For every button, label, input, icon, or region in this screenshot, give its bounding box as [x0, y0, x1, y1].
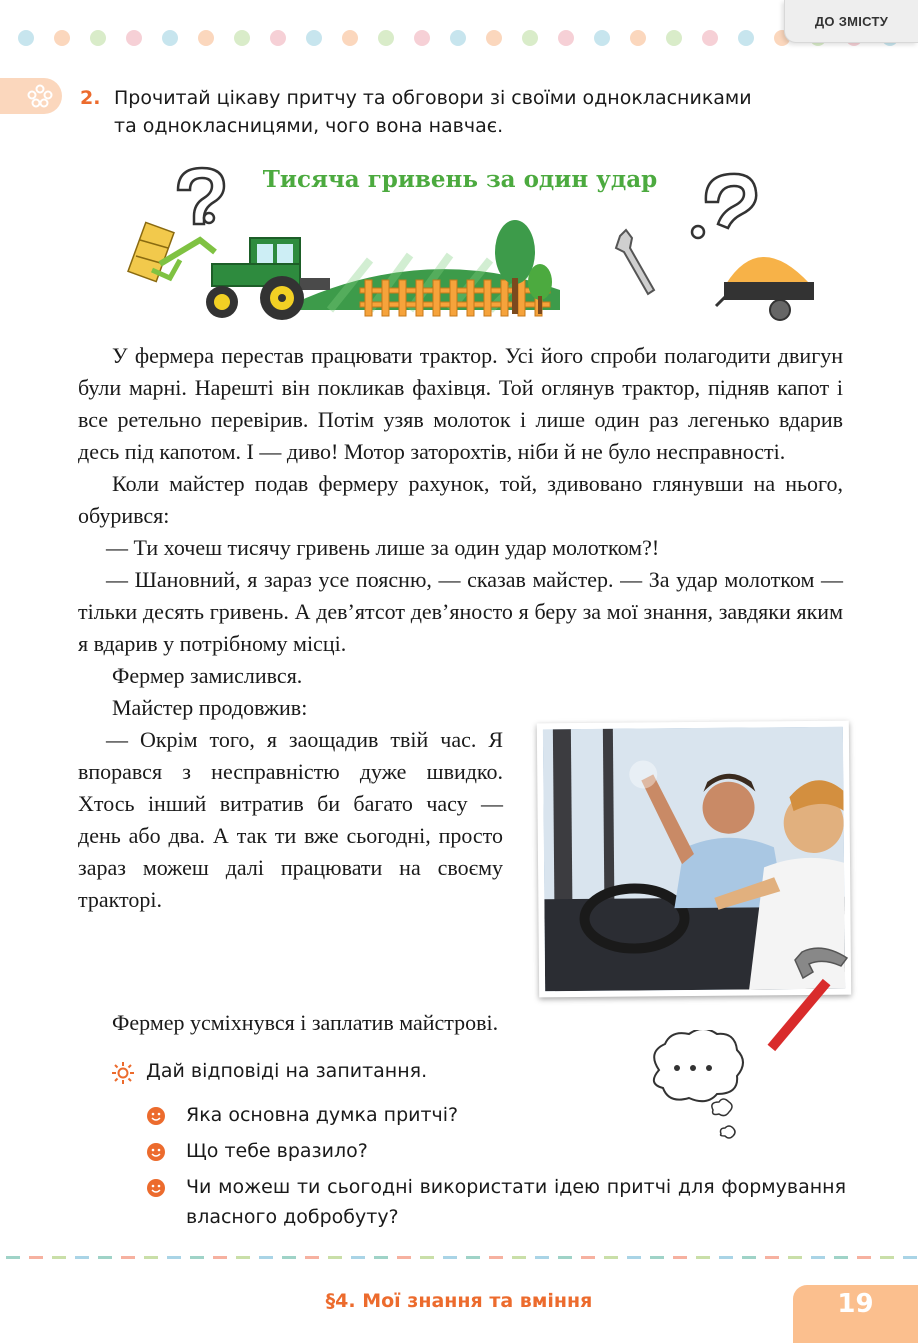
- footer-dash: [581, 1256, 595, 1259]
- question-item: [146, 1100, 846, 1130]
- questions-heading: [112, 1060, 427, 1082]
- footer-dash: [190, 1256, 204, 1259]
- footer-dash: [282, 1256, 296, 1259]
- footer-dash: [489, 1256, 503, 1259]
- question-text: Чи можеш ти сьогодні використати ідею притчі для формування власного добробуту?: [186, 1176, 846, 1228]
- footer-dash: [328, 1256, 342, 1259]
- footer-dash: [98, 1256, 112, 1259]
- footer-dash: [742, 1256, 756, 1259]
- footer-dash: [811, 1256, 825, 1259]
- decorative-dot: [54, 30, 70, 46]
- story-paragraph: Фермер замислився.: [112, 663, 303, 688]
- question-item: [146, 1172, 846, 1232]
- decorative-dot: [378, 30, 394, 46]
- footer-dash: [604, 1256, 618, 1259]
- footer-dash: [351, 1256, 365, 1259]
- section-title: §4. Мої знання та вміння: [325, 1290, 593, 1312]
- decorative-dot: [702, 30, 718, 46]
- footer-dash: [696, 1256, 710, 1259]
- footer-dash: [420, 1256, 434, 1259]
- story-paragraph: Коли майстер подав фермеру рахунок, той, здивовано глянувши на нього, обурився:: [78, 471, 843, 528]
- footer-dash: [374, 1256, 388, 1259]
- table-of-contents-button[interactable]: ДО ЗМІСТУ: [784, 0, 918, 43]
- decorative-dot: [414, 30, 430, 46]
- story-paragraph: — Окрім того, я заощадив твій час. Я впорався з несправністю дуже швидко. Хтось інший витратив би багато часу — день або два. А так ти вже сьогодні, просто зараз можеш далі працювати на своєму тракторі.: [78, 727, 503, 912]
- decorative-dot: [198, 30, 214, 46]
- footer-dash: [535, 1256, 549, 1259]
- decorative-dot: [18, 30, 34, 46]
- decorative-dot: [270, 30, 286, 46]
- footer-dash: [259, 1256, 273, 1259]
- sun-icon: [112, 1062, 134, 1084]
- decorative-dot: [162, 30, 178, 46]
- footer-dash: [788, 1256, 802, 1259]
- smiley-bullet-icon: [146, 1142, 166, 1162]
- footer-dash: [75, 1256, 89, 1259]
- footer-dashed-divider: [0, 1256, 918, 1260]
- footer-dash: [29, 1256, 43, 1259]
- footer-dash: [903, 1256, 917, 1259]
- footer-dash: [213, 1256, 227, 1259]
- task-number: 2.: [80, 87, 101, 109]
- question-item: [146, 1136, 846, 1166]
- decorative-dot: [126, 30, 142, 46]
- hay-bale-icon: [128, 222, 174, 281]
- footer-dash: [857, 1256, 871, 1259]
- footer-dash: [144, 1256, 158, 1259]
- story-paragraph: — Ти хочеш тисячу гривень лише за один удар молотком?!: [106, 535, 660, 560]
- decorative-dot: [90, 30, 106, 46]
- footer-dash: [834, 1256, 848, 1259]
- page-number: 19: [793, 1285, 918, 1343]
- questions-list: [146, 1100, 846, 1238]
- footer-dash: [52, 1256, 66, 1259]
- footer-dash: [305, 1256, 319, 1259]
- smiley-bullet-icon: [146, 1178, 166, 1198]
- task-text-line2: та однокласницями, чого вона навчає.: [114, 115, 504, 137]
- decorative-dot: [486, 30, 502, 46]
- story-paragraph: У фермера перестав працювати трактор. Усі його спроби полагодити двигун були марні. Нарешті він покликав фахівця. Той оглянув трактор, підняв капот і все ретельно перевірив. Потім узяв молоток і лише один раз легенько вдарив десь під капотом. І — диво! Мотор заторохтів, ніби й не було несправності.: [78, 343, 843, 464]
- hay-wagon: [716, 257, 814, 320]
- footer-dash: [236, 1256, 250, 1259]
- story-paragraph: Майстер продовжив:: [112, 695, 308, 720]
- task-marker-tab: [0, 78, 62, 114]
- footer-dash: [6, 1256, 20, 1259]
- footer-dash: [627, 1256, 641, 1259]
- task-text-line1: Прочитай цікаву притчу та обговори зі своїми однокласниками: [114, 87, 752, 109]
- footer-dash: [673, 1256, 687, 1259]
- footer-dash: [558, 1256, 572, 1259]
- footer-dash: [121, 1256, 135, 1259]
- decorative-dot: [558, 30, 574, 46]
- wrench-icon: [616, 230, 654, 294]
- story-paragraph: — Шановний, я зараз усе поясню, — сказав майстер. — За удар молотком — тільки десять гривень. А дев’ятсот дев’яносто я беру за мої знання, завдяки яким я вдарив у потрібному місці.: [78, 567, 843, 656]
- fence: [360, 280, 550, 316]
- decorative-dot: [342, 30, 358, 46]
- decorative-dot: [666, 30, 682, 46]
- group-work-icon: [26, 83, 54, 109]
- question-text: Що тебе вразило?: [186, 1140, 368, 1162]
- footer-dash: [765, 1256, 779, 1259]
- footer-dash: [719, 1256, 733, 1259]
- footer-dash: [167, 1256, 181, 1259]
- decorative-dot: [234, 30, 250, 46]
- question-text: Яка основна думка притчі?: [186, 1104, 459, 1126]
- smiley-bullet-icon: [146, 1106, 166, 1126]
- decorative-dot: [450, 30, 466, 46]
- decorative-dot: [738, 30, 754, 46]
- footer-dash: [880, 1256, 894, 1259]
- decorative-dot: [630, 30, 646, 46]
- footer-dash: [397, 1256, 411, 1259]
- story-final-line: Фермер усміхнувся і заплатив майстрові.: [112, 1010, 499, 1035]
- footer-dash: [650, 1256, 664, 1259]
- decorative-dots-row: [18, 30, 898, 46]
- story-title: Тисяча гривень за один удар: [262, 166, 658, 193]
- footer-dash: [466, 1256, 480, 1259]
- decorative-dot: [522, 30, 538, 46]
- questions-heading-text: Дай відповіді на запитання.: [146, 1060, 428, 1082]
- decorative-dot: [306, 30, 322, 46]
- task-instruction: [80, 84, 840, 140]
- footer-dash: [512, 1256, 526, 1259]
- decorative-dot: [594, 30, 610, 46]
- hammer-icon: [752, 942, 852, 1057]
- footer-dash: [443, 1256, 457, 1259]
